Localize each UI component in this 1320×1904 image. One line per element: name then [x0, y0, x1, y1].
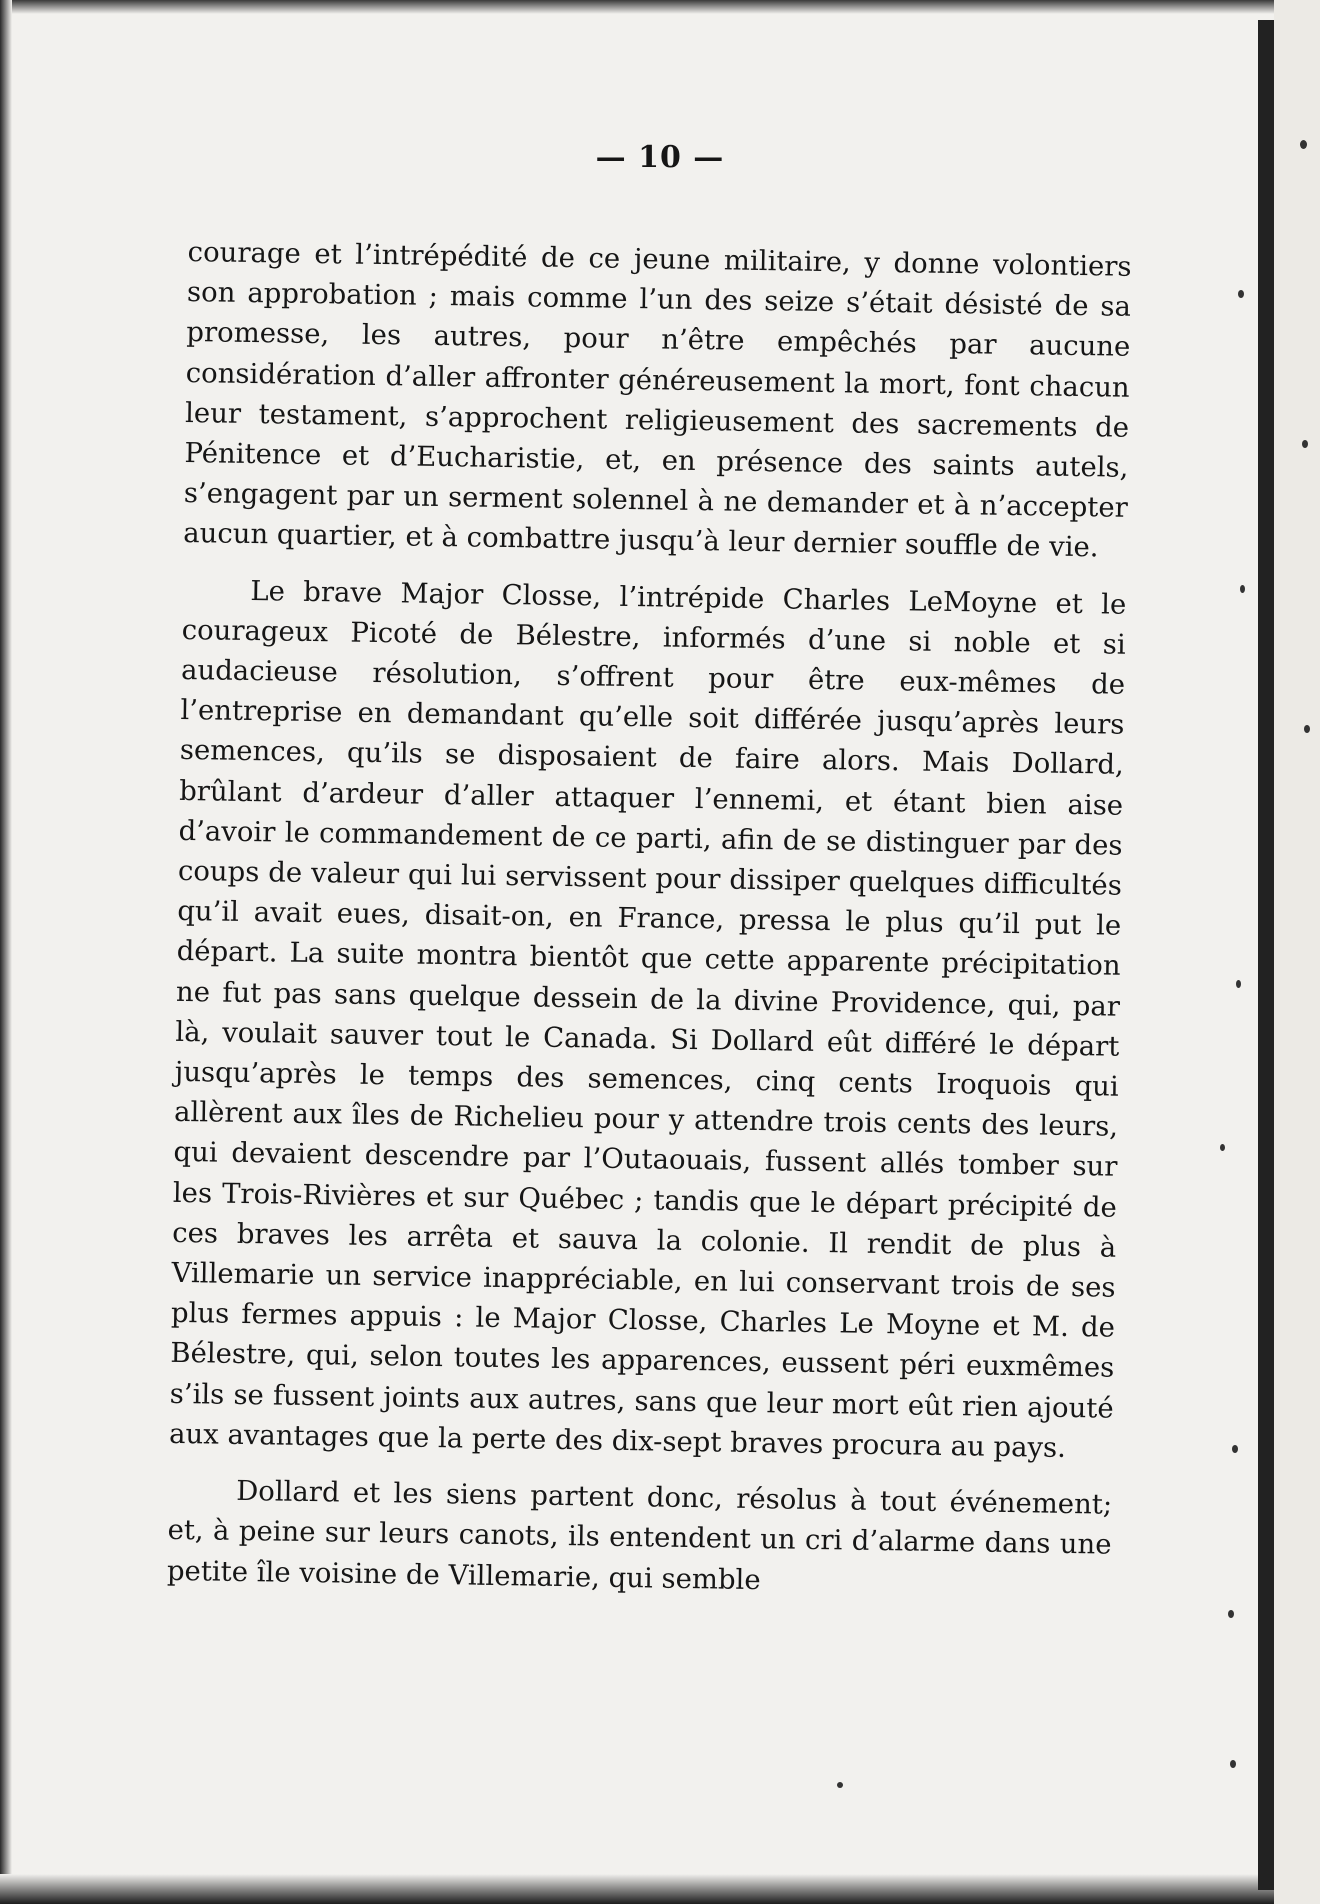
left-scan-edge: [0, 0, 12, 1904]
scan-speck: [1220, 1144, 1225, 1151]
paragraph-3: Dollard et les siens partent donc, résolus à tout événement; et, à peine sur leurs canots, ils entendent un cri d’alarme dans une petite île voisine de Villemarie, qui semble: [166, 1475, 1113, 1596]
adjacent-page-strip: [1274, 0, 1320, 1904]
scan-speck: [1228, 1610, 1234, 1618]
scan-speck: [1230, 1760, 1236, 1768]
bottom-scan-edge: [0, 1874, 1320, 1904]
body-text: [166, 232, 1131, 1621]
scan-speck: [1304, 725, 1310, 733]
page-number: — 10 —: [595, 140, 725, 175]
scan-speck: [1302, 440, 1308, 448]
paragraph-1: courage et l’intrépédité de ce jeune militaire, y donne volontiers son approbation ; mais comme l’un des seize s’était désisté de sa promesse, les autres, pour n’être empêchés par aucune considération d’aller affronter généreusement la mort, font chacun leur testament, s’approchent religieusement des sacrements de Pénitence et d’Eucharistie, et, en présence des saints autels, s’engagent par un serment solennel à ne demander et à n’accepter aucun quartier, et à combattre jusqu’à leur dernier souffle de vie.: [183, 235, 1132, 564]
scan-speck: [1236, 980, 1241, 988]
top-scan-edge: [0, 0, 1320, 14]
scan-speck: [1238, 290, 1244, 298]
scan-speck: [1232, 1445, 1238, 1453]
scan-speck: [837, 1782, 843, 1788]
scan-speck: [1240, 585, 1245, 593]
binding-shadow: [1258, 20, 1274, 1890]
paragraph-2: Le brave Major Closse, l’intrépide Charles LeMoyne et le courageux Picoté de Bélestre, informés d’une si noble et si audacieuse résolution, s’offrent pour être eux-mêmes de l’entreprise en demandant qu’elle soit différée jusqu’après leurs semences, qu’ils se disposaient de faire alors. Mais Dollard, brûlant d’ardeur d’aller attaquer l’ennemi, et étant bien aise d’avoir le commandement de ce parti, afin de se distinguer par des coups de valeur qui lui servissent pour dissiper quelques difficultés qu’il avait eues, disait-on, en France, pressa le plus qu’il put le départ. La suite montra bientôt que cette apparente précipitation ne fut pas sans quelque dessein de la divine Providence, qui, par là, voulait sauver tout le Canada. Si Dollard eût différé le départ jusqu’après le temps des semences, cinq cents Iroquois qui allèrent aux îles de Richelieu pour y attendre trois cents des leurs, qui devaient descendre par l’Outaouais, fussent allés tomber sur les Trois-Rivières et sur Québec ; tandis que le départ précipité de ces braves les arrêta et sauva la colonie. Il rendit de plus à Villemarie un service inappréciable, en lui conservant trois de ses plus fermes appuis : le Major Closse, Charles Le Moyne et M. de Bélestre, qui, selon toutes les apparences, eussent péri euxmêmes s’ils se fussent joints aux autres, sans que leur mort eût rien ajouté aux avantages que la perte des dix-sept braves procura au pays.: [168, 574, 1127, 1464]
